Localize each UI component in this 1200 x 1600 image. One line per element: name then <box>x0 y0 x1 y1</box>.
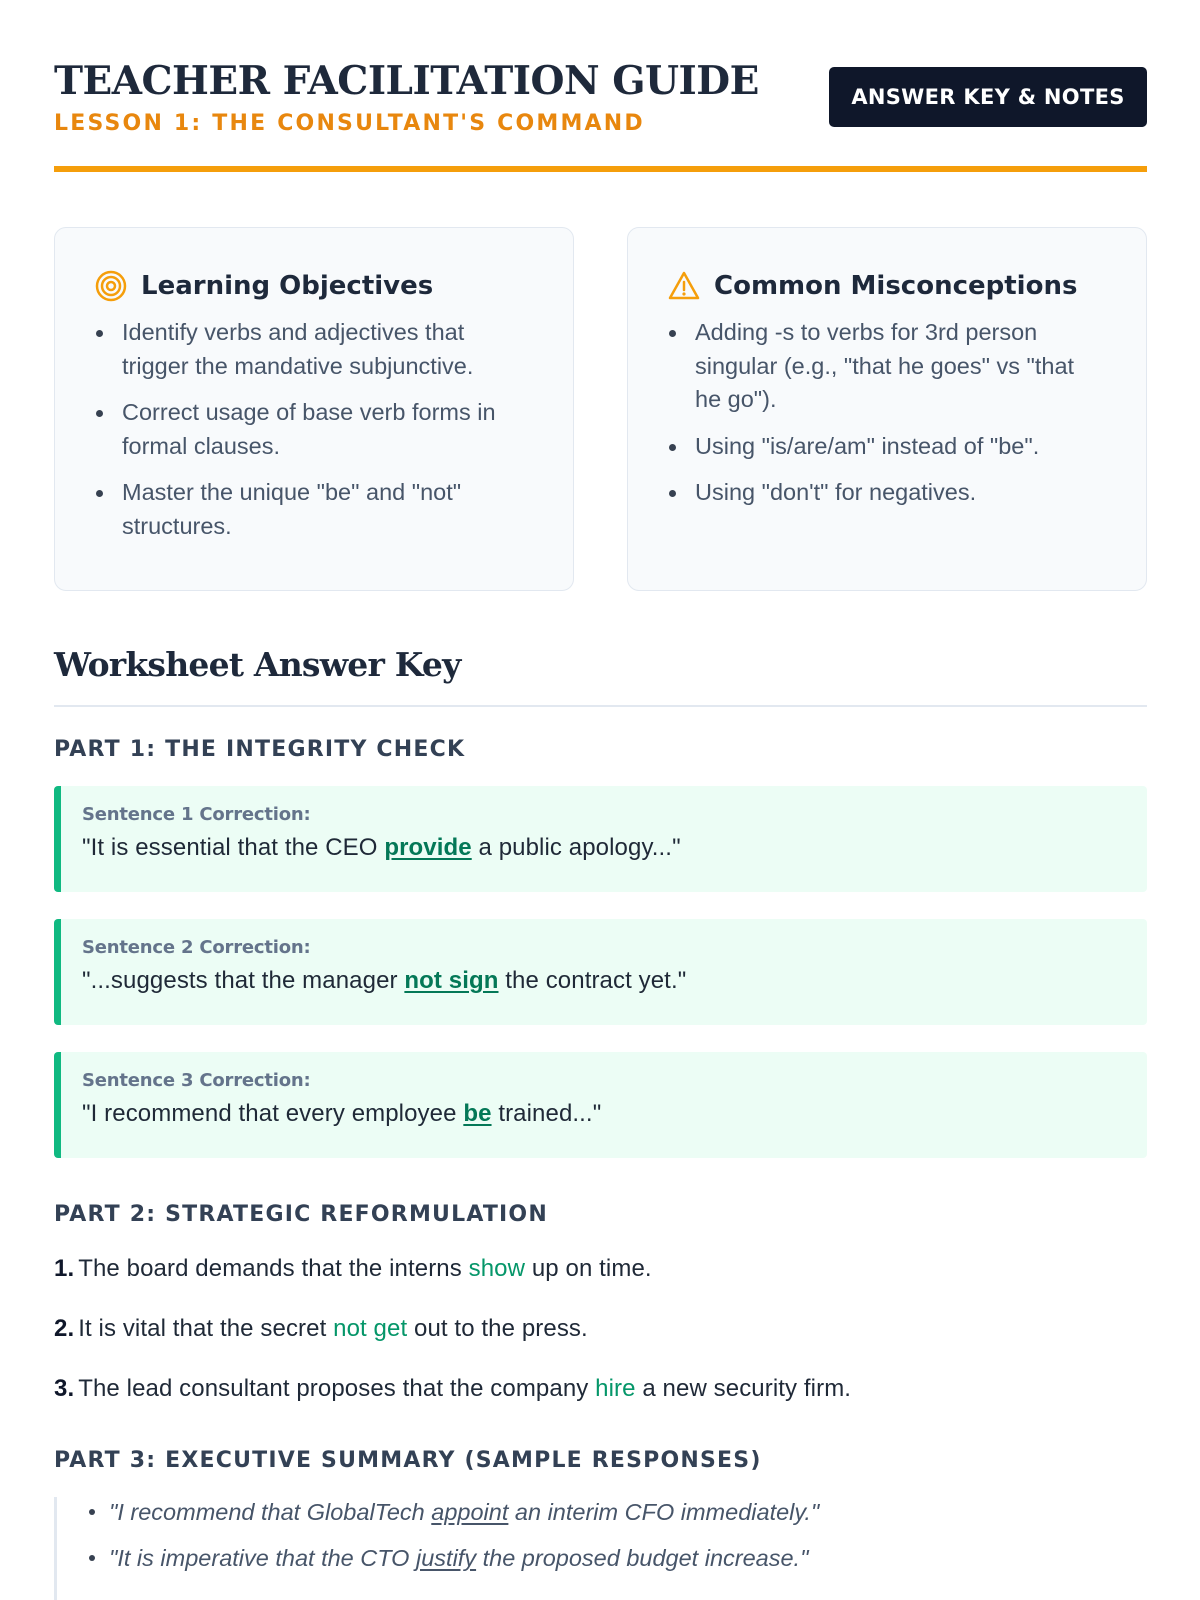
objectives-list <box>95 316 533 543</box>
objective-item: Master the unique "be" and "not" structures. <box>95 476 533 543</box>
sample-response <box>89 1543 1147 1589</box>
correction-text-after: the contract yet." <box>498 967 687 994</box>
answer-key-title: Worksheet Answer Key <box>54 645 461 684</box>
correction-text-before: "I recommend that every employee <box>82 1100 464 1127</box>
misconception-item: Using "is/are/am" instead of "be". <box>668 430 1106 464</box>
misconception-item: Using "don't" for negatives. <box>668 476 1106 510</box>
sample-response <box>89 1497 1147 1543</box>
misconception-item: Adding -s to verbs for 3rd person singular (e.g., "that he goes" vs "that he go"). <box>668 316 1106 417</box>
highlighted-verb: show <box>468 1255 526 1282</box>
correction-box <box>54 1052 1147 1158</box>
reformulation-text-after: a new security firm. <box>635 1375 852 1402</box>
corrected-verb: not sign <box>404 967 499 994</box>
correction-label: Sentence 3 Correction: <box>82 1070 311 1091</box>
corrected-verb: provide <box>384 834 472 861</box>
misconceptions-list <box>668 316 1106 510</box>
part3-title: PART 3: EXECUTIVE SUMMARY (SAMPLE RESPONSES) <box>54 1448 762 1473</box>
correction-text-after: trained..." <box>491 1100 602 1127</box>
corrected-verb: be <box>463 1100 492 1127</box>
objectives-card-header <box>95 268 533 304</box>
correction-text-before: "It is essential that the CEO <box>82 834 385 861</box>
lesson-subtitle: LESSON 1: THE CONSULTANT'S COMMAND <box>54 111 645 136</box>
correction-text <box>82 834 1127 862</box>
correction-text <box>82 1100 1127 1128</box>
reformulation-text-after: out to the press. <box>407 1315 588 1342</box>
part1-title: PART 1: THE INTEGRITY CHECK <box>54 737 466 762</box>
target-icon <box>95 270 127 302</box>
header-divider <box>54 166 1147 172</box>
objective-item: Correct usage of base verb forms in formal clauses. <box>95 396 533 463</box>
correction-label: Sentence 1 Correction: <box>82 804 311 825</box>
item-number: 3. <box>54 1375 75 1402</box>
response-text-before: "I recommend that GlobalTech <box>109 1499 432 1525</box>
page-header <box>54 0 1147 172</box>
reformulation-item <box>54 1375 851 1403</box>
misconceptions-card <box>627 227 1147 591</box>
correction-text-before: "...suggests that the manager <box>82 967 405 994</box>
highlighted-verb: hire <box>595 1375 636 1402</box>
facilitation-guide-page <box>54 0 1147 1571</box>
correction-box <box>54 919 1147 1025</box>
reformulation-item <box>54 1315 588 1343</box>
page-title: TEACHER FACILITATION GUIDE <box>54 58 759 104</box>
reformulation-text-before: The lead consultant proposes that the company <box>78 1375 596 1402</box>
item-number: 2. <box>54 1315 75 1342</box>
warning-icon <box>668 270 700 302</box>
misconceptions-card-header <box>668 268 1106 304</box>
correction-label: Sentence 2 Correction: <box>82 937 311 958</box>
reformulation-item <box>54 1255 652 1283</box>
sample-responses-list <box>54 1497 1147 1600</box>
item-number: 1. <box>54 1255 75 1282</box>
response-text-after: the proposed budget increase." <box>476 1545 809 1571</box>
correction-text <box>82 967 1127 995</box>
objectives-card <box>54 227 574 591</box>
info-cards <box>54 227 1147 591</box>
subjunctive-verb: appoint <box>431 1499 509 1525</box>
answer-key-divider <box>54 705 1147 707</box>
correction-box <box>54 786 1147 892</box>
response-text-after: an interim CFO immediately." <box>508 1499 820 1525</box>
part2-title: PART 2: STRATEGIC REFORMULATION <box>54 1202 548 1227</box>
reformulation-text-before: It is vital that the secret <box>78 1315 334 1342</box>
answer-key-badge: ANSWER KEY & NOTES <box>829 67 1147 127</box>
reformulation-text-after: up on time. <box>525 1255 652 1282</box>
correction-text-after: a public apology..." <box>471 834 681 861</box>
objectives-title: Learning Objectives <box>141 271 434 301</box>
subjunctive-verb: justify <box>416 1545 477 1571</box>
highlighted-verb: not get <box>333 1315 408 1342</box>
reformulation-text-before: The board demands that the interns <box>78 1255 469 1282</box>
response-text-before: "It is imperative that the CTO <box>109 1545 416 1571</box>
objective-item: Identify verbs and adjectives that trigger the mandative subjunctive. <box>95 316 533 383</box>
misconceptions-title: Common Misconceptions <box>714 271 1078 301</box>
